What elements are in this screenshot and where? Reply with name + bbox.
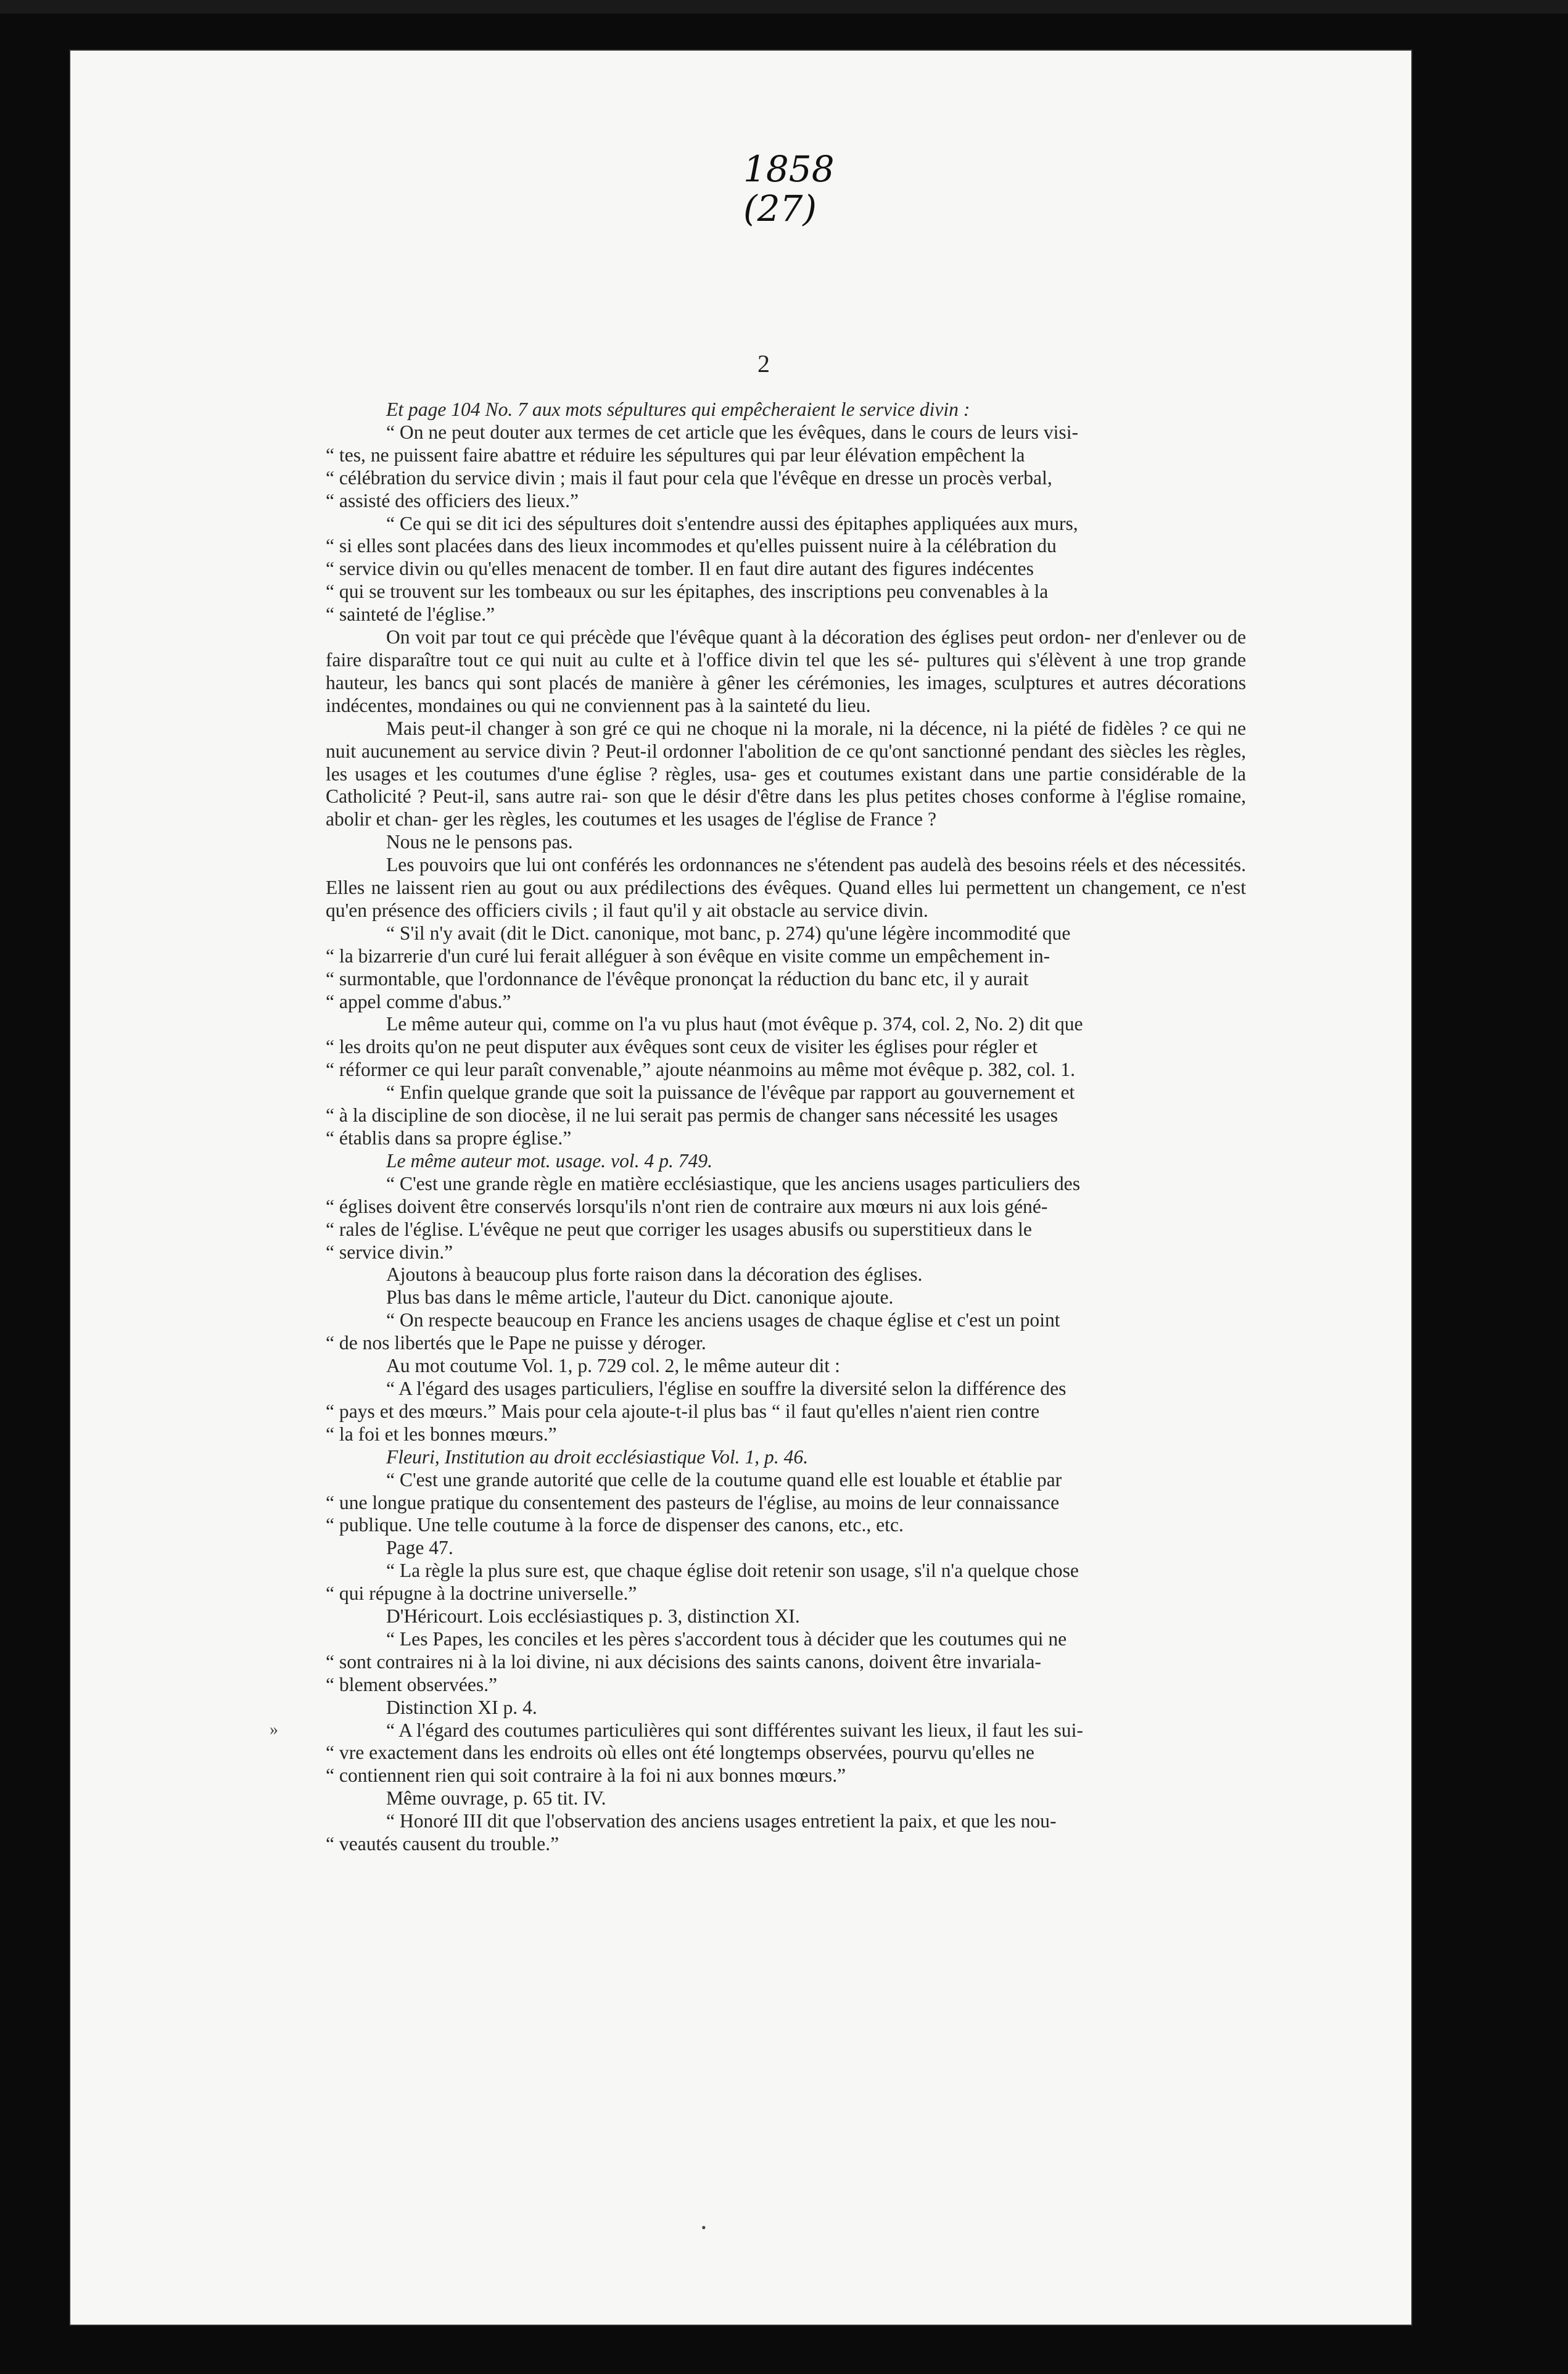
paragraph: “ publique. Une telle coutume à la force de dispenser des canons, etc., etc. bbox=[326, 1514, 904, 1536]
paragraph: “ célébration du service divin ; mais il faut pour cela que l'évêque en dresse un procès verbal, bbox=[326, 466, 1052, 489]
paragraph: “ C'est une grande règle en matière ecclésiastique, que les anciens usages particuliers des bbox=[386, 1172, 1081, 1194]
paragraph: “ service divin.” bbox=[326, 1241, 453, 1263]
paragraph: “ tes, ne puissent faire abattre et réduire les sépultures qui par leur élévation empêchent la bbox=[326, 444, 1025, 466]
paragraph: Page 47. bbox=[386, 1537, 453, 1559]
paragraph: Le même auteur mot. usage. vol. 4 p. 749. bbox=[386, 1149, 713, 1172]
paragraph: “ rales de l'église. L'évêque ne peut que corriger les usages abusifs ou superstitieux dans le bbox=[326, 1218, 1032, 1240]
paragraph: Plus bas dans le même article, l'auteur du Dict. canonique ajoute. bbox=[386, 1286, 894, 1309]
handwritten-annotation bbox=[743, 149, 835, 228]
paragraph: “ de nos libertés que le Pape ne puisse y déroger. bbox=[326, 1332, 706, 1354]
page-number: 2 bbox=[757, 350, 770, 378]
paragraph: Le même auteur qui, comme on l'a vu plus haut (mot évêque p. 374, col. 2, No. 2) dit que bbox=[386, 1013, 1083, 1035]
paragraph: “ S'il n'y avait (dit le Dict. canonique, mot banc, p. 274) qu'une légère incommodité que bbox=[386, 922, 1071, 944]
paragraph: “ les droits qu'on ne peut disputer aux évêques sont ceux de visiter les églises pour régler et bbox=[326, 1036, 1038, 1058]
paragraph: Distinction XI p. 4. bbox=[386, 1696, 537, 1718]
paragraph: “ Les Papes, les conciles et les pères s'accordent tous à décider que les coutumes qui ne bbox=[386, 1627, 1067, 1650]
paragraph: “ la bizarrerie d'un curé lui ferait alléguer à son évêque en visite comme un empêchement in- bbox=[326, 945, 1050, 967]
paragraph: “ appel comme d'abus.” bbox=[326, 990, 511, 1012]
paragraph: “ une longue pratique du consentement des pasteurs de l'église, au moins de leur connaissance bbox=[326, 1491, 1060, 1513]
paragraph: “ réformer ce qui leur paraît convenable,” ajoute néanmoins au même mot évêque p. 382, col. 1. bbox=[326, 1059, 1076, 1081]
paragraph: “ si elles sont placées dans des lieux incommodes et qu'elles puissent nuire à la célébration du bbox=[326, 535, 1057, 557]
paragraph: “ vre exactement dans les endroits où elles ont été longtemps observées, pourvu qu'elles ne bbox=[326, 1742, 1034, 1764]
paragraph: “ sont contraires ni à la loi divine, ni aux décisions des saints canons, doivent être invariala- bbox=[326, 1650, 1041, 1673]
paragraph: “ On respecte beaucoup en France les anciens usages de chaque église et c'est un point bbox=[386, 1309, 1060, 1331]
paragraph: Fleuri, Institution au droit ecclésiastique Vol. 1, p. 46. bbox=[386, 1445, 809, 1468]
paragraph: On voit par tout ce qui précède que l'évêque quant à la décoration des églises peut ordon- ner d'enlever ou de faire disparaître tout ce qui nuit au culte et à l'office divin tel que les sé- pultures qui s'élèvent à une trop grande hauteur, les bancs qui sont placés de manière à gêner les cérémonies, les images, sculptures et autres décorations indécentes, mondaines ou qui ne conviennent pas à la sainteté du lieu. bbox=[326, 626, 1246, 716]
paragraph: “ veautés causent du trouble.” bbox=[326, 1833, 559, 1855]
paragraph: “ surmontable, que l'ordonnance de l'évêque prononçat la réduction du banc etc, il y aurait bbox=[326, 967, 1029, 990]
paragraph: “ pays et des mœurs.” Mais pour cela ajoute-t-il plus bas “ il faut qu'elles n'aient rien contre bbox=[326, 1400, 1040, 1422]
body-text bbox=[326, 399, 1246, 1856]
paragraph: “ assisté des officiers des lieux.” bbox=[326, 489, 579, 511]
paragraph: “ la foi et les bonnes mœurs.” bbox=[326, 1423, 557, 1445]
paragraph: “ établis dans sa propre église.” bbox=[326, 1127, 572, 1149]
paragraph: Au mot coutume Vol. 1, p. 729 col. 2, le même auteur dit : bbox=[386, 1355, 840, 1377]
paragraph: “ service divin ou qu'elles menacent de tomber. Il en faut dire autant des figures indécentes bbox=[326, 558, 1034, 580]
paragraph: “ Ce qui se dit ici des sépultures doit s'entendre aussi des épitaphes appliquées aux murs, bbox=[386, 512, 1078, 534]
paragraph: “ A l'égard des usages particuliers, l'église en souffre la diversité selon la différence des bbox=[386, 1377, 1067, 1399]
paragraph: “ sainteté de l'église.” bbox=[326, 603, 495, 626]
paragraph: Et page 104 No. 7 aux mots sépultures qui empêcheraient le service divin : bbox=[386, 399, 970, 420]
paragraph: “ On ne peut douter aux termes de cet article que les évêques, dans le cours de leurs visi- bbox=[386, 421, 1078, 443]
paragraph: “ C'est une grande autorité que celle de la coutume quand elle est louable et établie par bbox=[386, 1468, 1062, 1491]
paragraph: Les pouvoirs que lui ont conférés les ordonnances ne s'étendent pas audelà des besoins réels et des nécessités. Elles ne laissent rien au gout ou aux prédilections des évêques. Quand elles lui permettent un changement, ce n'est qu'en présence des officiers civils ; il faut qu'il y ait obstacle au service divin. bbox=[326, 854, 1246, 921]
paragraph: “ qui répugne à la doctrine universelle.” bbox=[326, 1582, 637, 1605]
paragraph: “ A l'égard des coutumes particulières qui sont différentes suivant les lieux, il faut les sui- bbox=[386, 1719, 1083, 1741]
paragraph: “ églises doivent être conservés lorsqu'ils n'ont rien de contraire aux mœurs ni aux lois géné- bbox=[326, 1195, 1048, 1217]
scan-border-top bbox=[0, 0, 1568, 14]
paragraph: Même ouvrage, p. 65 tit. IV. bbox=[386, 1787, 606, 1809]
paragraph: D'Héricourt. Lois ecclésiastiques p. 3, distinction XI. bbox=[386, 1605, 800, 1627]
paragraph: “ blement observées.” bbox=[326, 1673, 498, 1695]
handwritten-number: (27) bbox=[743, 188, 817, 230]
handwritten-year: 1858 bbox=[743, 148, 835, 190]
paragraph: Nous ne le pensons pas. bbox=[386, 831, 573, 853]
scan-dot: • bbox=[701, 2220, 706, 2235]
paragraph: “ Honoré III dit que l'observation des anciens usages entretient la paix, et que les nou- bbox=[386, 1810, 1057, 1832]
paragraph: “ contiennent rien qui soit contraire à la foi ni aux bonnes mœurs.” bbox=[326, 1764, 846, 1787]
paragraph: “ La règle la plus sure est, que chaque église doit retenir son usage, s'il n'a quelque chose bbox=[386, 1560, 1079, 1582]
paragraph: Ajoutons à beaucoup plus forte raison dans la décoration des églises. bbox=[386, 1264, 923, 1286]
scan-border-right bbox=[1413, 49, 1568, 2326]
paragraph: “ qui se trouvent sur les tombeaux ou sur les épitaphes, des inscriptions peu convenables à la bbox=[326, 581, 1049, 603]
paragraph: “ Enfin quelque grande que soit la puissance de l'évêque par rapport au gouvernement et bbox=[386, 1082, 1075, 1104]
paragraph: Mais peut-il changer à son gré ce qui ne choque ni la morale, ni la décence, ni la piété de fidèles ? ce qui ne nuit aucunement au service divin ? Peut-il ordonner l'abolition de ce qu'ont sanctionné pendant des siècles les règles, les usages et les coutumes d'une église ? règles, usa- ges et coutumes existant dans une partie considérable de la Catholicité ? Peut-il, sans autre rai- son que le désir d'être dans les plus petites choses conforme à l'église romaine, abolir et chan- ger les règles, les coutumes et les usages de l'église de France ? bbox=[326, 717, 1246, 830]
paragraph: “ à la discipline de son diocèse, il ne lui serait pas permis de changer sans nécessité les usages bbox=[326, 1104, 1058, 1127]
margin-mark: » bbox=[270, 1720, 278, 1739]
